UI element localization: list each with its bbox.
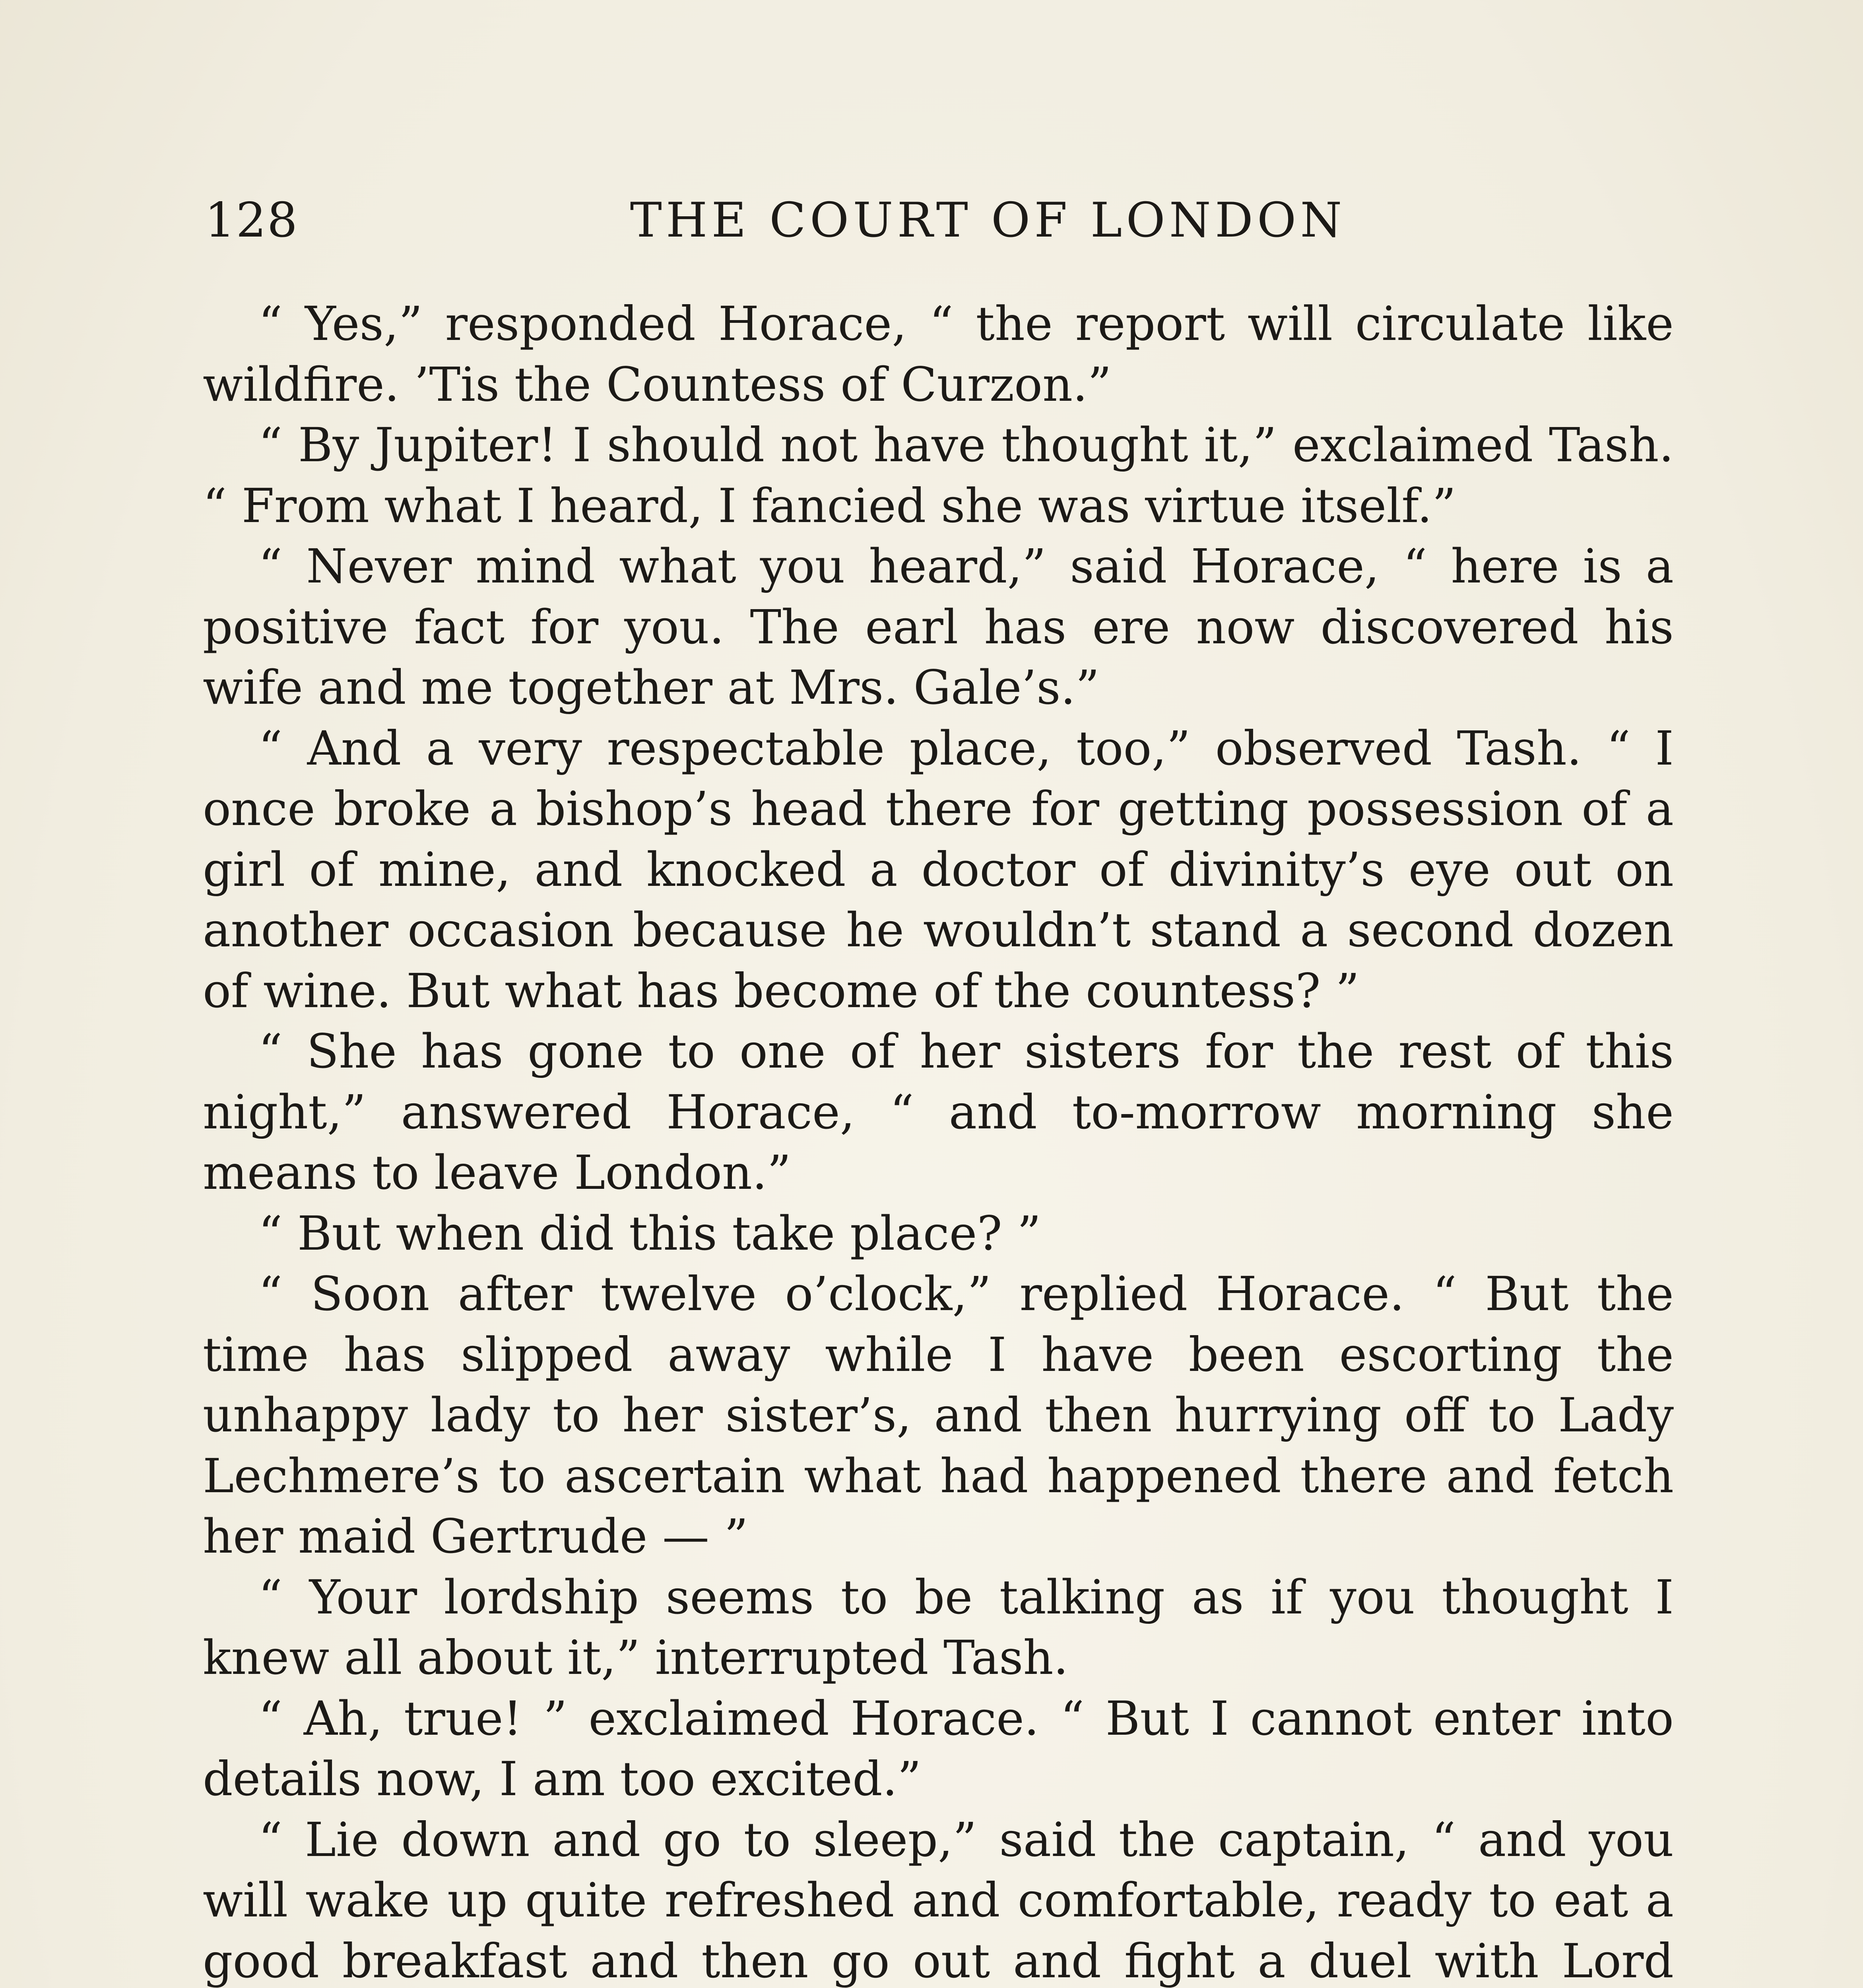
paragraph: “ And a very respectable place, too,” observed Tash. “ I once broke a bishop’s head there for getting possession of a girl of mine, and knocked a doctor of divinity’s eye out on another occasion because he wouldn’t stand a second dozen of wine. But what has become of the countess? ” xyxy=(203,720,1674,1018)
paragraph: “ Never mind what you heard,” said Horace, “ here is a positive fact for you. The earl has ere now discovered his wife and me together at Mrs. Gale’s.” xyxy=(203,539,1674,715)
paragraph: “ Soon after twelve o’clock,” replied Horace. “ But the time has slipped away while I have been escorting the unhappy lady to her sister’s, and then hurrying off to Lady Lechmere’s to ascertain what had happened there and fetch her maid Gertrude — ” xyxy=(203,1266,1674,1564)
paragraph: “ But when did this take place? ” xyxy=(258,1206,1041,1261)
paragraph: “ Ah, true! ” exclaimed Horace. “ But I cannot enter into details now, I am too excited.” xyxy=(203,1691,1674,1806)
paragraph: “ Your lordship seems to be talking as if you thought I knew all about it,” interrupted Tash. xyxy=(203,1569,1674,1685)
paragraph: “ By Jupiter! I should not have thought it,” exclaimed Tash. “ From what I heard, I fancied she was virtue itself.” xyxy=(203,417,1674,533)
running-title: THE COURT OF LONDON xyxy=(630,193,1346,248)
body-text xyxy=(203,293,1674,1988)
paragraph: “ Yes,” responded Horace, “ the report will circulate like wildfire. ’Tis the Countess of Curzon.” xyxy=(203,296,1674,412)
page-header xyxy=(205,191,1676,250)
page-number: 128 xyxy=(205,193,299,248)
paragraph: “ She has gone to one of her sisters for the rest of this night,” answered Horace, “ and to-morrow morning she means to leave London.” xyxy=(203,1024,1674,1200)
paragraph: “ Lie down and go to sleep,” said the captain, “ and you will wake up quite refreshed and comfortable, ready to eat a good breakfast and then go out and fight a duel with Lord xyxy=(203,1812,1674,1988)
